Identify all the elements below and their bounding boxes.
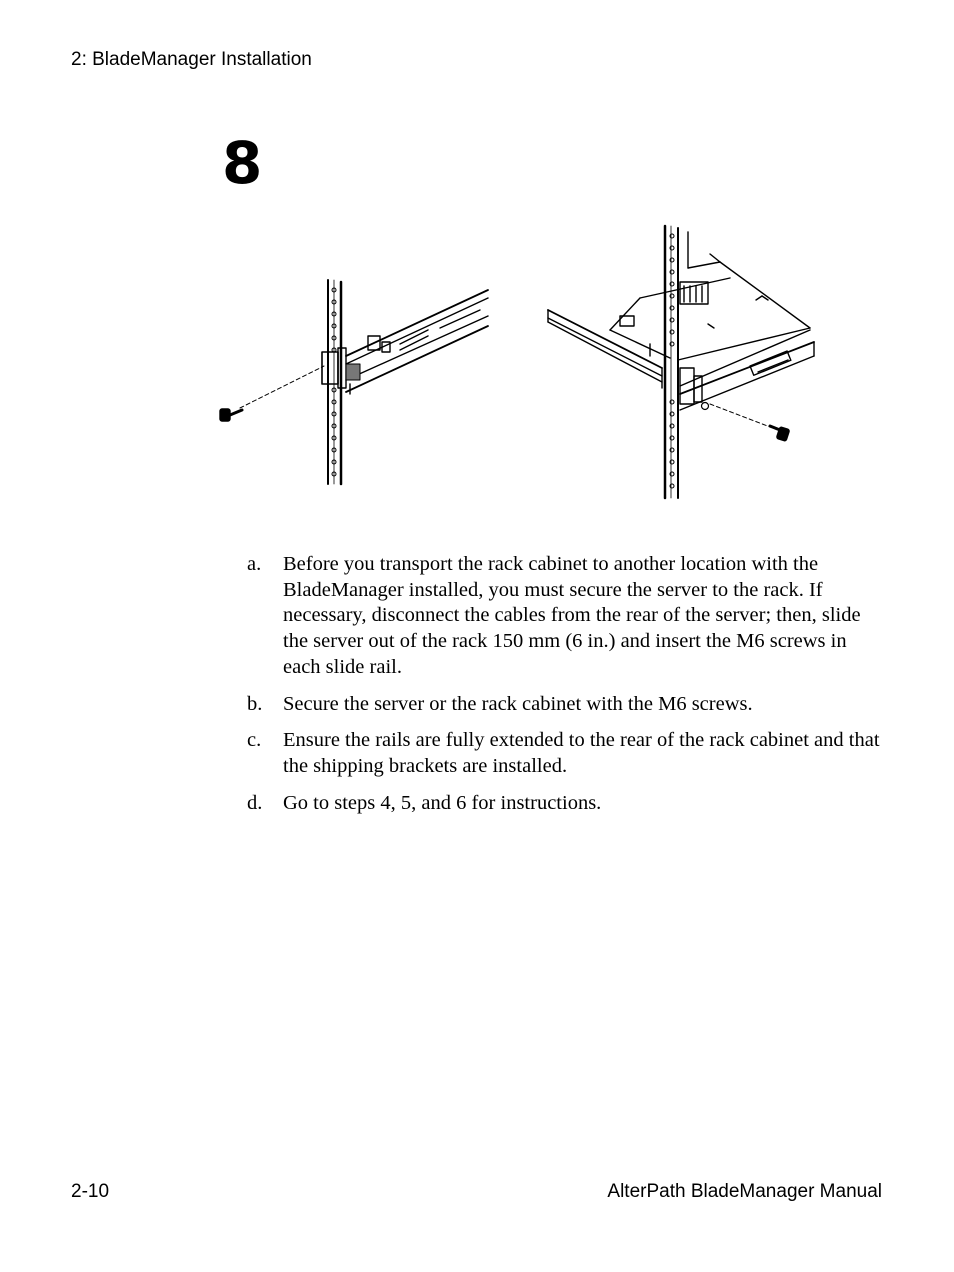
list-marker: b. [247, 692, 263, 715]
left-rack-rail-view [220, 280, 488, 484]
list-item [247, 728, 887, 779]
list-item-text: Go to steps 4, 5, and 6 for instructions. [283, 791, 602, 814]
list-item-text: Before you transport the rack cabinet to another location with the BladeManager installed, you must secure the server to the rack. If necessary, disconnect the cables from the rear of the server; then, slide the server out of the rack 150 mm (6 in.) and insert the M6 screws in each slide rail. [283, 553, 861, 678]
screw-icon [220, 409, 242, 421]
right-server-rail-view [548, 226, 814, 498]
instruction-list [247, 552, 887, 827]
step-number: 8 [222, 129, 263, 197]
list-item [247, 692, 887, 718]
manual-title: AlterPath BladeManager Manual [607, 1181, 882, 1202]
rack-screw-illustration [210, 218, 830, 508]
list-item [247, 791, 887, 817]
list-marker: c. [247, 729, 262, 752]
running-header: 2: BladeManager Installation [71, 49, 312, 70]
list-item-text: Secure the server or the rack cabinet with the M6 screws. [283, 692, 753, 715]
list-marker: d. [247, 791, 263, 814]
list-item-text: Ensure the rails are fully extended to the rear of the rack cabinet and that the shipping brackets are installed. [283, 729, 880, 777]
list-marker: a. [247, 553, 262, 575]
screw-icon [770, 426, 790, 441]
page-number: 2-10 [71, 1181, 110, 1202]
list-item [247, 552, 887, 681]
